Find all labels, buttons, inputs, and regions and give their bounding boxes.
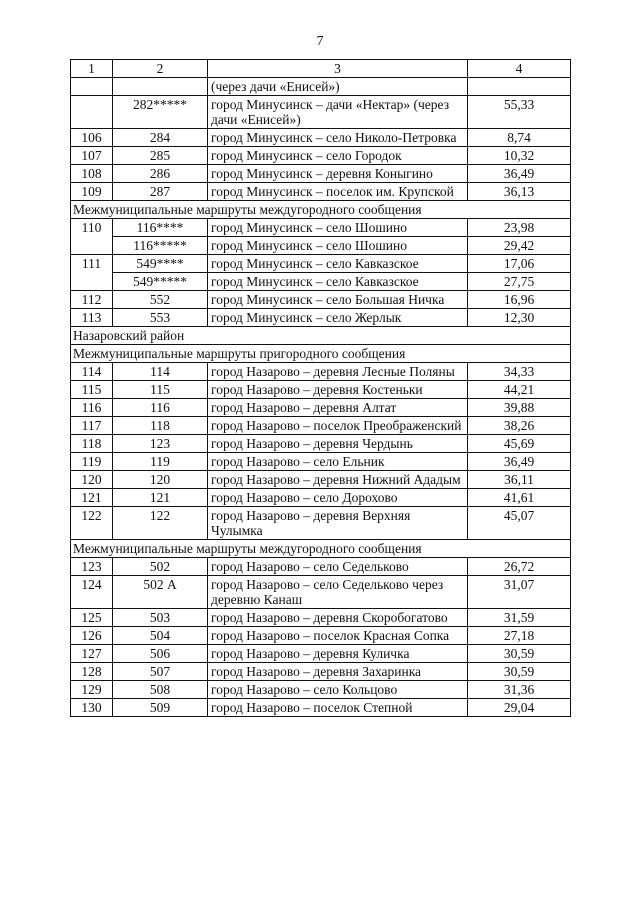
route-code-cell: 506 (113, 645, 208, 663)
distance-cell: 26,72 (468, 558, 571, 576)
routes-table (70, 59, 571, 717)
distance-cell: 38,26 (468, 417, 571, 435)
distance-cell: 10,32 (468, 147, 571, 165)
distance-cell: 31,59 (468, 609, 571, 627)
route-name-cell: город Назарово – село Седельково через деревню Канаш (208, 576, 468, 609)
route-name-cell: город Назарово – деревня Алтат (208, 399, 468, 417)
distance-cell: 27,75 (468, 273, 571, 291)
table-row (71, 435, 571, 453)
table-row (71, 681, 571, 699)
table-row (71, 183, 571, 201)
route-code-cell: 122 (113, 507, 208, 540)
route-number-cell: 108 (71, 165, 113, 183)
table-row (71, 96, 571, 129)
route-code-cell: 120 (113, 471, 208, 489)
distance-cell: 45,07 (468, 507, 571, 540)
route-number-cell: 121 (71, 489, 113, 507)
route-code-cell: 116 (113, 399, 208, 417)
section-title: Назаровский район (71, 327, 571, 345)
table-row (71, 627, 571, 645)
table-row (71, 309, 571, 327)
distance-cell: 16,96 (468, 291, 571, 309)
header-cell-4: 4 (468, 60, 571, 78)
route-name-cell: город Назарово – деревня Куличка (208, 645, 468, 663)
table-row (71, 291, 571, 309)
distance-cell: 30,59 (468, 645, 571, 663)
route-name-cell: город Минусинск – поселок им. Крупской (208, 183, 468, 201)
route-code-cell: 114 (113, 363, 208, 381)
table-row (71, 558, 571, 576)
route-code-cell: 287 (113, 183, 208, 201)
distance-cell: 29,04 (468, 699, 571, 717)
section-title: Межмуниципальные маршруты междугородного сообщения (71, 201, 571, 219)
distance-cell: 44,21 (468, 381, 571, 399)
distance-cell: 27,18 (468, 627, 571, 645)
route-name-cell: город Назарово – село Седельково (208, 558, 468, 576)
route-code-cell: 285 (113, 147, 208, 165)
route-code-cell: 509 (113, 699, 208, 717)
section-title: Межмуниципальные маршруты пригородного сообщения (71, 345, 571, 363)
route-code-cell: 115 (113, 381, 208, 399)
table-row (71, 453, 571, 471)
table-row (71, 489, 571, 507)
route-number-cell: 123 (71, 558, 113, 576)
route-name-cell: город Минусинск – село Большая Ничка (208, 291, 468, 309)
route-number-cell: 106 (71, 129, 113, 147)
table-row (71, 645, 571, 663)
route-number-cell: 126 (71, 627, 113, 645)
route-code-cell: 503 (113, 609, 208, 627)
route-name-cell: город Назарово – поселок Преображенский (208, 417, 468, 435)
table-row (71, 219, 571, 237)
route-name-cell: город Назарово – деревня Нижний Ададым (208, 471, 468, 489)
route-number-cell: 114 (71, 363, 113, 381)
table-row (71, 507, 571, 540)
route-name-cell: город Назарово – деревня Верхняя Чулымка (208, 507, 468, 540)
table-row (71, 381, 571, 399)
route-name-cell: город Минусинск – село Шошино (208, 219, 468, 237)
route-code-cell: 116***** (113, 237, 208, 255)
route-name-cell: город Назарово – деревня Лесные Поляны (208, 363, 468, 381)
route-name-cell: город Назарово – село Дорохово (208, 489, 468, 507)
header-cell-1: 1 (71, 60, 113, 78)
section-row (71, 540, 571, 558)
distance-cell: 31,36 (468, 681, 571, 699)
distance-cell: 36,49 (468, 453, 571, 471)
route-code-cell: 508 (113, 681, 208, 699)
table-row (71, 273, 571, 291)
route-name-cell: город Минусинск – село Городок (208, 147, 468, 165)
table-row (71, 78, 571, 96)
route-code-cell: 552 (113, 291, 208, 309)
table-row (71, 255, 571, 273)
route-name-cell: город Минусинск – деревня Коныгино (208, 165, 468, 183)
route-code-cell: 284 (113, 129, 208, 147)
distance-cell: 29,42 (468, 237, 571, 255)
distance-cell: 30,59 (468, 663, 571, 681)
route-number-cell (71, 78, 113, 96)
table-header-row (71, 60, 571, 78)
distance-cell: 39,88 (468, 399, 571, 417)
route-number-cell: 109 (71, 183, 113, 201)
distance-cell: 36,49 (468, 165, 571, 183)
route-number-cell: 130 (71, 699, 113, 717)
route-code-cell (113, 78, 208, 96)
route-code-cell: 553 (113, 309, 208, 327)
route-code-cell: 549***** (113, 273, 208, 291)
route-code-cell: 116**** (113, 219, 208, 237)
route-name-cell: город Назарово – поселок Степной (208, 699, 468, 717)
distance-cell (468, 78, 571, 96)
route-code-cell: 286 (113, 165, 208, 183)
page-number: 7 (316, 34, 324, 49)
route-number-cell: 122 (71, 507, 113, 540)
table-row (71, 129, 571, 147)
route-number-cell: 127 (71, 645, 113, 663)
distance-cell: 8,74 (468, 129, 571, 147)
route-number-cell: 128 (71, 663, 113, 681)
route-name-cell: город Назарово – деревня Захаринка (208, 663, 468, 681)
table-row (71, 609, 571, 627)
route-name-cell: город Назарово – село Ельник (208, 453, 468, 471)
route-name-cell: город Назарово – поселок Красная Сопка (208, 627, 468, 645)
header-cell-3: 3 (208, 60, 468, 78)
distance-cell: 31,07 (468, 576, 571, 609)
route-number-cell: 120 (71, 471, 113, 489)
route-code-cell: 123 (113, 435, 208, 453)
table-row (71, 363, 571, 381)
route-code-cell: 282***** (113, 96, 208, 129)
distance-cell: 41,61 (468, 489, 571, 507)
distance-cell: 55,33 (468, 96, 571, 129)
route-number-cell: 112 (71, 291, 113, 309)
table-row (71, 576, 571, 609)
route-name-cell: город Минусинск – село Жерлык (208, 309, 468, 327)
table-row (71, 165, 571, 183)
table-row (71, 663, 571, 681)
route-number-cell: 117 (71, 417, 113, 435)
route-code-cell: 507 (113, 663, 208, 681)
table-row (71, 147, 571, 165)
route-number-cell: 107 (71, 147, 113, 165)
section-row (71, 345, 571, 363)
route-code-cell: 504 (113, 627, 208, 645)
table-row (71, 699, 571, 717)
route-name-cell: город Назарово – деревня Костеньки (208, 381, 468, 399)
route-code-cell: 502 А (113, 576, 208, 609)
distance-cell: 23,98 (468, 219, 571, 237)
distance-cell: 36,13 (468, 183, 571, 201)
route-name-cell: город Минусинск – село Шошино (208, 237, 468, 255)
route-code-cell: 121 (113, 489, 208, 507)
route-name-cell: город Минусинск – село Кавказское (208, 255, 468, 273)
route-name-cell: (через дачи «Енисей») (208, 78, 468, 96)
table-row (71, 399, 571, 417)
route-code-cell: 502 (113, 558, 208, 576)
route-number-cell: 113 (71, 309, 113, 327)
route-name-cell: город Минусинск – село Кавказское (208, 273, 468, 291)
route-code-cell: 549**** (113, 255, 208, 273)
route-name-cell: город Назарово – деревня Чердынь (208, 435, 468, 453)
route-number-cell: 116 (71, 399, 113, 417)
route-code-cell: 119 (113, 453, 208, 471)
table-row (71, 237, 571, 255)
route-name-cell: город Минусинск – село Николо-Петровка (208, 129, 468, 147)
route-number-cell: 129 (71, 681, 113, 699)
route-name-cell: город Назарово – село Кольцово (208, 681, 468, 699)
route-number-cell: 119 (71, 453, 113, 471)
route-name-cell: город Минусинск – дачи «Нектар» (через дачи «Енисей») (208, 96, 468, 129)
header-cell-2: 2 (113, 60, 208, 78)
section-title: Межмуниципальные маршруты междугородного сообщения (71, 540, 571, 558)
distance-cell: 34,33 (468, 363, 571, 381)
distance-cell: 36,11 (468, 471, 571, 489)
route-number-cell: 115 (71, 381, 113, 399)
route-number-cell: 125 (71, 609, 113, 627)
route-number-cell: 111 (71, 255, 113, 291)
distance-cell: 17,06 (468, 255, 571, 273)
distance-cell: 12,30 (468, 309, 571, 327)
route-number-cell (71, 96, 113, 129)
route-number-cell: 110 (71, 219, 113, 255)
table-row (71, 471, 571, 489)
section-row (71, 327, 571, 345)
route-name-cell: город Назарово – деревня Скоробогатово (208, 609, 468, 627)
distance-cell: 45,69 (468, 435, 571, 453)
route-number-cell: 124 (71, 576, 113, 609)
section-row (71, 201, 571, 219)
route-number-cell: 118 (71, 435, 113, 453)
route-code-cell: 118 (113, 417, 208, 435)
table-row (71, 417, 571, 435)
